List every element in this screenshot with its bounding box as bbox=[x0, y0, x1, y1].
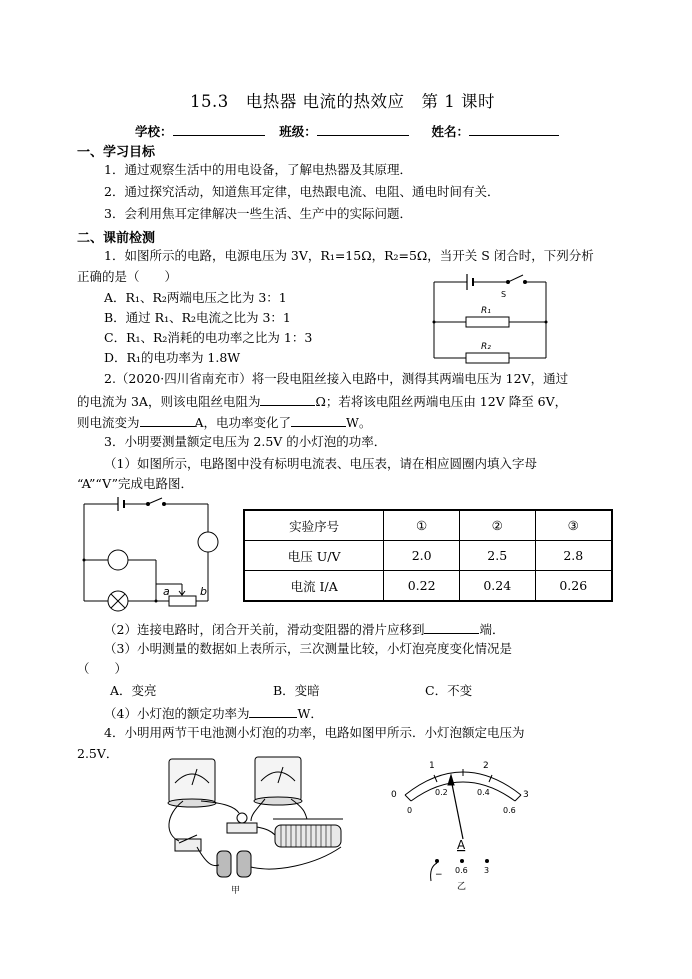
q3-sub4: （4）小灯泡的额定功率为 W． bbox=[104, 706, 323, 721]
class-blank[interactable] bbox=[317, 122, 409, 136]
table-header-cell: ① bbox=[384, 510, 460, 541]
q2-text-line2: 的电流为 3A，则该电阻丝电阻为 Ω；若将该电阻丝两端电压由 12V 降至 6V， bbox=[77, 394, 568, 409]
q1-text-line1: 1．如图所示的电路，电源电压为 3V，R₁=15Ω，R₂=5Ω，当开关 S 闭合时，下列分析 bbox=[104, 248, 594, 263]
q4-figure-jia bbox=[155, 755, 355, 895]
q3-data-table bbox=[243, 509, 613, 602]
meter-outer-tick-2: 2 bbox=[483, 761, 489, 771]
terminal-minus: − bbox=[435, 870, 443, 880]
r2-label: R₂ bbox=[481, 342, 491, 352]
rheostat-a-label: a bbox=[163, 585, 170, 598]
meter-outer-tick-3: 3 bbox=[523, 790, 529, 800]
table-cell: 电流 I/A bbox=[244, 571, 384, 602]
terminal-06: 0.6 bbox=[455, 866, 468, 875]
table-header-cell: 实验序号 bbox=[244, 510, 384, 541]
q4-text-line1: 4．小明用两节干电池测小灯泡的功率，电路如图甲所示．小灯泡额定电压为 bbox=[104, 725, 525, 740]
q2-blank-current[interactable] bbox=[140, 413, 195, 427]
meter-outer-tick-0: 0 bbox=[391, 790, 397, 800]
table-cell: 0.26 bbox=[535, 571, 612, 602]
page-title: 15.3 电热器 电流的热效应 第 1 课时 bbox=[190, 92, 495, 111]
table-cell: 电压 U/V bbox=[244, 541, 384, 571]
q1-text-line2: 正确的是（ ） bbox=[77, 269, 178, 284]
q1-option-b: B．通过 R₁、R₂电流之比为 3：1 bbox=[104, 310, 291, 325]
section2-heading: 二、课前检测 bbox=[77, 231, 156, 246]
table-header-cell: ② bbox=[459, 510, 535, 541]
meter-inner-tick-0: 0 bbox=[407, 806, 413, 815]
q3-circuit-diagram bbox=[80, 496, 220, 608]
q2-text-line1: 2.（2020·四川省南充市）将一段电阻丝接入电路中，测得其两端电压为 12V，通过 bbox=[104, 371, 569, 386]
table-row bbox=[244, 510, 612, 541]
meter-unit-label: A bbox=[457, 838, 466, 852]
table-header-cell: ③ bbox=[535, 510, 612, 541]
figure-jia-label: 甲 bbox=[231, 886, 241, 896]
q1-option-a: A．R₁、R₂两端电压之比为 3：1 bbox=[104, 290, 287, 305]
q3-text-line1: 3．小明要测量额定电压为 2.5V 的小灯泡的功率． bbox=[104, 434, 387, 449]
q2-blank-resistance[interactable] bbox=[260, 392, 315, 406]
table-cell: 2.5 bbox=[459, 541, 535, 571]
q1-option-c: C．R₁、R₂消耗的电功率之比为 1：3 bbox=[104, 330, 313, 345]
q3-sub2: （2）连接电路时，闭合开关前，滑动变阻器的滑片应移到 端． bbox=[104, 622, 505, 637]
table-row bbox=[244, 541, 612, 571]
rheostat-b-label: b bbox=[200, 585, 207, 598]
switch-label: S bbox=[501, 290, 507, 299]
r1-label: R₁ bbox=[481, 306, 491, 316]
student-info-line bbox=[135, 122, 559, 140]
q3-sub3-line2: （ ） bbox=[77, 661, 128, 676]
name-blank[interactable] bbox=[469, 122, 559, 136]
q2-text-line3: 则电流变为 A，电功率变化了 W。 bbox=[77, 415, 372, 430]
table-cell: 0.22 bbox=[384, 571, 460, 602]
name-label: 姓名： bbox=[431, 124, 469, 139]
terminal-3: 3 bbox=[484, 866, 490, 875]
q3-sub3-option-b: B．变暗 bbox=[273, 683, 320, 698]
table-cell: 0.24 bbox=[459, 571, 535, 602]
figure-yi-label: 乙 bbox=[457, 882, 467, 892]
school-label: 学校： bbox=[135, 124, 173, 139]
table-row bbox=[244, 571, 612, 602]
q1-circuit-diagram bbox=[430, 270, 550, 365]
goal-item-1: 1．通过观察生活中的用电设备，了解电热器及其原理． bbox=[104, 162, 412, 177]
school-blank[interactable] bbox=[173, 122, 265, 136]
goal-item-3: 3．会利用焦耳定律解决一些生活、生产中的实际问题． bbox=[104, 206, 412, 221]
q3-sub3-option-c: C．不变 bbox=[425, 683, 473, 698]
q1-option-d: D．R₁的电功率为 1.8W bbox=[104, 350, 241, 365]
table-cell: 2.0 bbox=[384, 541, 460, 571]
goal-item-2: 2．通过探究活动，知道焦耳定律，电热跟电流、电阻、通电时间有关． bbox=[104, 184, 500, 199]
q3-sub1-line1: （1）如图所示，电路图中没有标明电流表、电压表，请在相应圆圈内填入字母 bbox=[104, 456, 537, 471]
q3-blank-rated-power[interactable] bbox=[249, 704, 297, 718]
meter-inner-tick-3: 0.6 bbox=[503, 806, 516, 815]
q4-text-line2: 2.5V． bbox=[77, 746, 119, 761]
q3-blank-slider-end[interactable] bbox=[424, 620, 479, 634]
table-cell: 2.8 bbox=[535, 541, 612, 571]
q2-blank-power[interactable] bbox=[291, 413, 346, 427]
meter-inner-tick-1: 0.2 bbox=[435, 788, 448, 797]
class-label: 班级： bbox=[279, 124, 317, 139]
q3-sub3-line1: （3）小明测量的数据如上表所示，三次测量比较，小灯泡亮度变化情况是 bbox=[104, 641, 512, 656]
meter-outer-tick-1: 1 bbox=[429, 761, 435, 771]
q4-figure-yi bbox=[385, 755, 545, 890]
meter-inner-tick-2: 0.4 bbox=[477, 788, 490, 797]
q3-sub1-line2: “A”“V”完成电路图． bbox=[77, 476, 193, 491]
q3-sub3-option-a: A．变亮 bbox=[110, 683, 157, 698]
section1-heading: 一、学习目标 bbox=[77, 145, 156, 160]
